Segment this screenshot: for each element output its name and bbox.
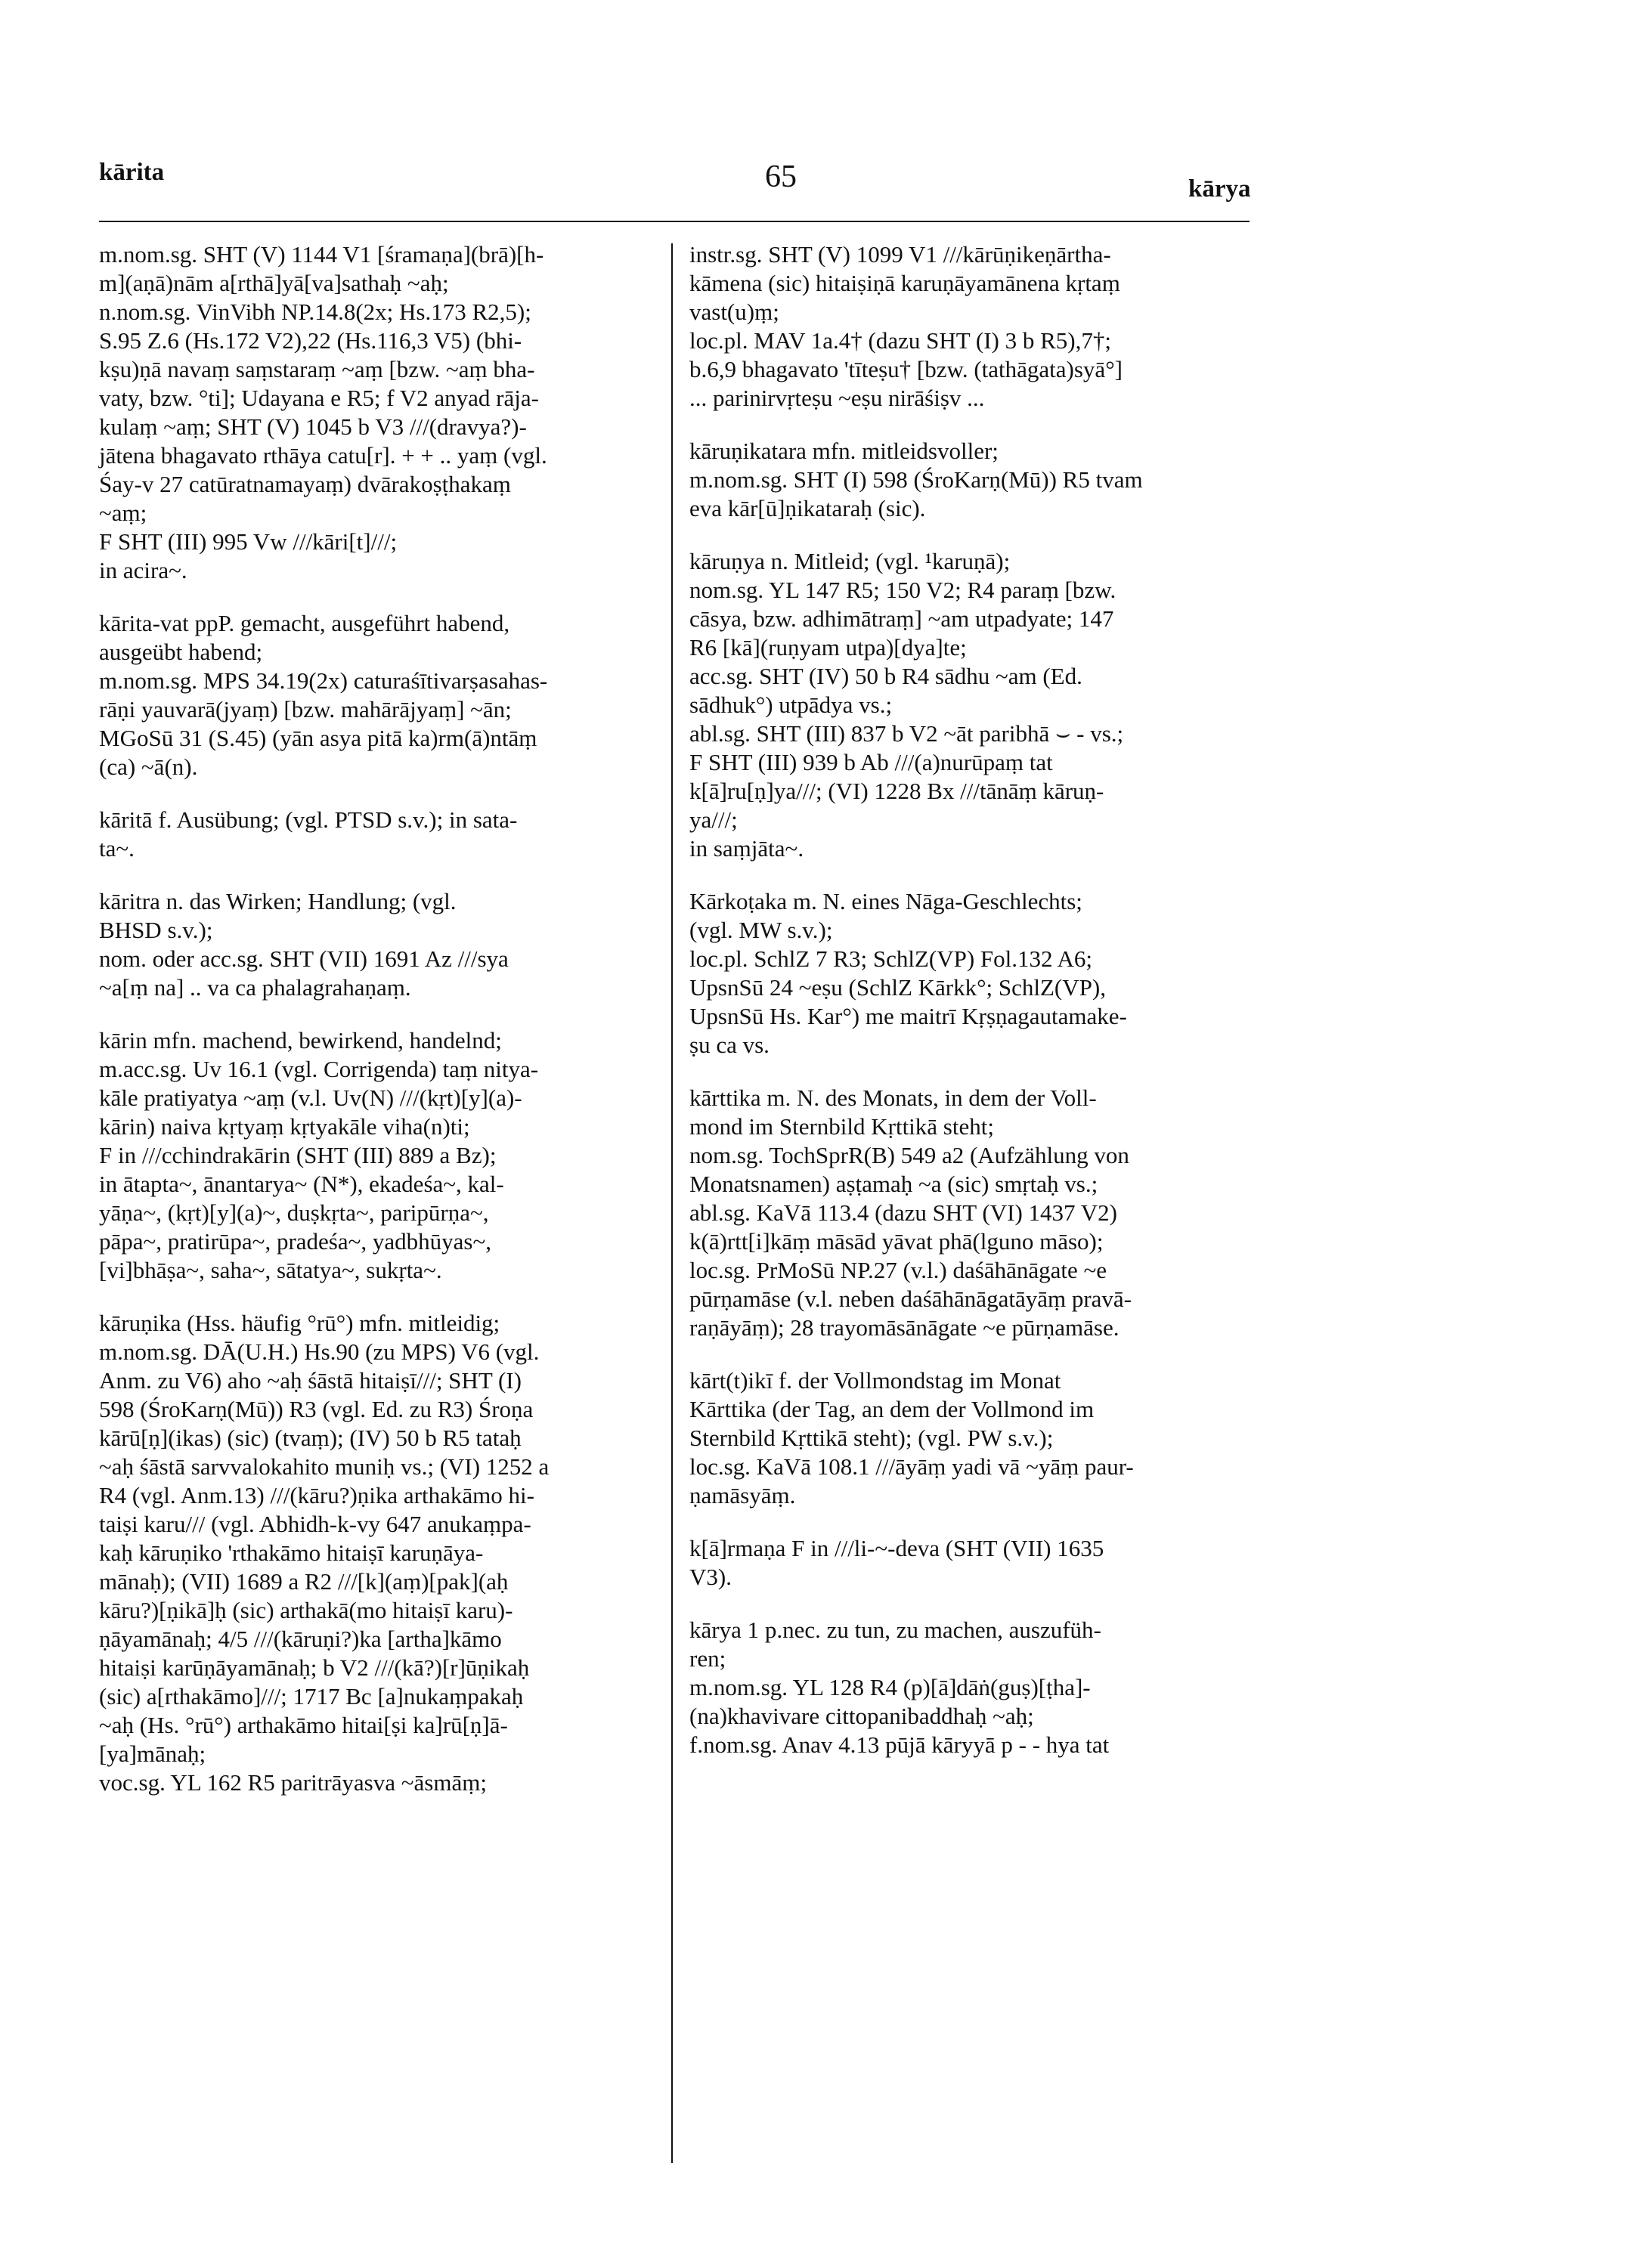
entry-line: nom. oder acc.sg. SHT (VII) 1691 Az ///sya bbox=[99, 945, 509, 972]
entry-line: ta~. bbox=[99, 835, 135, 862]
dictionary-entry bbox=[689, 1084, 1250, 1342]
entry-line: m.acc.sg. Uv 16.1 (vgl. Corrigenda) taṃ nitya- bbox=[99, 1056, 539, 1082]
entry-line: (ca) ~ā(n). bbox=[99, 753, 198, 780]
entry-line: kāru?)[ṇikā]ḥ (sic) arthakā(mo hitaiṣī karu)- bbox=[99, 1597, 513, 1623]
right-column bbox=[689, 240, 1250, 1784]
entry-line: kāritra n. das Wirken; Handlung; (vgl. bbox=[99, 888, 457, 914]
dictionary-entry bbox=[99, 609, 653, 781]
entry-line: taiṣi karu/// (vgl. Abhidh-k-vy 647 anukaṃpa- bbox=[99, 1511, 531, 1537]
entry-line: loc.pl. MAV 1a.4† (dazu SHT (I) 3 b R5),7†; bbox=[689, 327, 1111, 354]
column-divider bbox=[671, 243, 673, 2163]
entry-line: ausgeübt habend; bbox=[99, 639, 263, 665]
dictionary-entry bbox=[99, 887, 653, 1002]
entry-line: R6 [kā](ruṇyam utpa)[dya]te; bbox=[689, 634, 967, 661]
entry-line: (vgl. MW s.v.); bbox=[689, 917, 833, 943]
entry-line: (na)khavivare cittopanibaddhaḥ ~aḥ; bbox=[689, 1703, 1034, 1729]
entry-line: kaḥ kāruṇiko 'rthakāmo hitaiṣī karuṇāya- bbox=[99, 1539, 484, 1566]
entry-line: m.nom.sg. SHT (I) 598 (ŚroKarṇ(Mū)) R5 tvam bbox=[689, 466, 1143, 493]
entry-line: pāpa~, pratirūpa~, pradeśa~, yadbhūyas~, bbox=[99, 1228, 491, 1255]
entry-line: ~a[ṃ na] .. va ca phalagrahaṇaṃ. bbox=[99, 974, 411, 1001]
entry-line: Kārkoṭaka m. N. eines Nāga-Geschlechts; bbox=[689, 888, 1082, 914]
dictionary-entry bbox=[689, 1616, 1250, 1759]
entry-line: eva kār[ū]ṇikataraḥ (sic). bbox=[689, 495, 926, 521]
entry-line: sādhuk°) utpādya vs.; bbox=[689, 692, 893, 718]
entry-line: Sternbild Kṛttikā steht); (vgl. PW s.v.); bbox=[689, 1425, 1054, 1451]
entry-line: b.6,9 bhagavato 'tīteṣu† [bzw. (tathāgata)syā°] bbox=[689, 356, 1123, 382]
entry-line: Śay-v 27 catūratnamayaṃ) dvārakoṣṭhakaṃ bbox=[99, 471, 511, 497]
dictionary-entry bbox=[689, 240, 1250, 413]
entry-line: yāṇa~, (kṛt)[y](a)~, duṣkṛta~, paripūrṇa~, bbox=[99, 1199, 489, 1226]
entry-line: 598 (ŚroKarṇ(Mū)) R3 (vgl. Ed. zu R3) Śroṇa bbox=[99, 1396, 534, 1422]
entry-line: kāruṇya n. Mitleid; (vgl. ¹karuṇā); bbox=[689, 548, 1011, 574]
entry-line: in acira~. bbox=[99, 557, 187, 583]
entry-line: k[ā]rmaṇa F in ///li-~-deva (SHT (VII) 1635 bbox=[689, 1535, 1104, 1561]
header-rule bbox=[99, 221, 1250, 222]
entry-line: F SHT (III) 939 b Ab ///(a)nurūpaṃ tat bbox=[689, 749, 1053, 775]
entry-line: kārin mfn. machend, bewirkend, handelnd; bbox=[99, 1027, 502, 1054]
entry-line: kārū[ṇ](ikas) (sic) (tvaṃ); (IV) 50 b R5 tataḥ bbox=[99, 1425, 522, 1451]
running-header-right: kārya bbox=[1188, 175, 1251, 203]
entry-line: Kārttika (der Tag, an dem der Vollmond im bbox=[689, 1396, 1095, 1422]
entry-line: kārya 1 p.nec. zu tun, zu machen, auszufüh- bbox=[689, 1617, 1101, 1643]
entry-line: pūrṇamāse (v.l. neben daśāhānāgatāyāṃ pravā- bbox=[689, 1286, 1132, 1312]
dictionary-entry bbox=[99, 1309, 653, 1797]
entry-line: ṇāyamānaḥ; 4/5 ///(kāruṇi?)ka [artha]kāmo bbox=[99, 1626, 502, 1652]
dictionary-entry bbox=[99, 1026, 653, 1285]
entry-line: R4 (vgl. Anm.13) ///(kāru?)ṇika arthakāmo hi- bbox=[99, 1482, 534, 1508]
entry-line: Monatsnamen) aṣṭamaḥ ~a (sic) smṛtaḥ vs.; bbox=[689, 1171, 1098, 1197]
entry-line: voc.sg. YL 162 R5 paritrāyasva ~āsmāṃ; bbox=[99, 1769, 487, 1796]
entry-line: hitaiṣi karūṇāyamānaḥ; b V2 ///(kā?)[r]ūṇikaḥ bbox=[99, 1654, 530, 1681]
entry-line: F in ///cchindrakārin (SHT (III) 889 a Bz); bbox=[99, 1142, 497, 1168]
entry-line: loc.sg. KaVā 108.1 ///āyāṃ yadi vā ~yāṃ paur- bbox=[689, 1453, 1134, 1480]
entry-line: abl.sg. SHT (III) 837 b V2 ~āt paribhā ⌣ - vs.; bbox=[689, 720, 1124, 747]
entry-line: vaty, bzw. °ti]; Udayana e R5; f V2 anyad rāja- bbox=[99, 385, 539, 411]
entry-line: jātena bhagavato rthāya catu[r]. + + .. yaṃ (vgl. bbox=[99, 442, 547, 469]
entry-line: raṇāyāṃ); 28 trayomāsānāgate ~e pūrṇamāse. bbox=[689, 1314, 1120, 1341]
entry-line: kārttika m. N. des Monats, in dem der Voll- bbox=[689, 1084, 1097, 1111]
entry-line: ... parinirvṛteṣu ~eṣu nirāśiṣv ... bbox=[689, 385, 985, 411]
dictionary-entry bbox=[689, 547, 1250, 863]
entry-line: loc.pl. SchlZ 7 R3; SchlZ(VP) Fol.132 A6; bbox=[689, 945, 1093, 972]
entry-line: S.95 Z.6 (Hs.172 V2),22 (Hs.116,3 V5) (bhi- bbox=[99, 327, 522, 354]
page-number: 65 bbox=[765, 159, 797, 194]
entry-line: in saṃjāta~. bbox=[689, 835, 804, 862]
entry-line: kulaṃ ~aṃ; SHT (V) 1045 b V3 ///(dravya?)- bbox=[99, 413, 527, 440]
entry-line: UpsnSū 24 ~eṣu (SchlZ Kārkk°; SchlZ(VP), bbox=[689, 974, 1106, 1001]
entry-line: instr.sg. SHT (V) 1099 V1 ///kārūṇikeṇārtha- bbox=[689, 241, 1111, 268]
entry-line: kāle pratiyatya ~aṃ (v.l. Uv(N) ///(kṛt)[y](a)- bbox=[99, 1084, 522, 1111]
entry-line: UpsnSū Hs. Kar°) me maitrī Kṛṣṇagautamake- bbox=[689, 1003, 1127, 1029]
dictionary-entry bbox=[689, 437, 1250, 523]
entry-line: BHSD s.v.); bbox=[99, 917, 213, 943]
entry-line: F SHT (III) 995 Vw ///kāri[t]///; bbox=[99, 528, 398, 555]
entry-line: kṣu)ṇā navaṃ saṃstaraṃ ~aṃ [bzw. ~aṃ bha- bbox=[99, 356, 535, 382]
entry-line: rāṇi yauvarā(jyaṃ) [bzw. mahārājyaṃ] ~ān; bbox=[99, 696, 512, 722]
dictionary-entry bbox=[689, 887, 1250, 1060]
entry-line: ~aḥ śāstā sarvvalokahito muniḥ vs.; (VI) 1252 a bbox=[99, 1453, 550, 1480]
entry-line: nom.sg. YL 147 R5; 150 V2; R4 paraṃ [bzw. bbox=[689, 577, 1116, 603]
entry-line: kārin) naiva kṛtyaṃ kṛtyakāle viha(n)ti; bbox=[99, 1113, 470, 1140]
entry-line: loc.sg. PrMoSū NP.27 (v.l.) daśāhānāgate ~e bbox=[689, 1257, 1107, 1283]
entry-line: kārita-vat ppP. gemacht, ausgeführt habend, bbox=[99, 610, 510, 636]
entry-line: nom.sg. TochSprR(B) 549 a2 (Aufzählung von bbox=[689, 1142, 1129, 1168]
dictionary-entry bbox=[99, 240, 653, 585]
entry-line: k(ā)rtt[i]kāṃ māsād yāvat phā(lguno māso); bbox=[689, 1228, 1104, 1255]
entry-line: k[ā]ru[ṇ]ya///; (VI) 1228 Bx ///tānāṃ kāruṇ- bbox=[689, 778, 1104, 804]
entry-line: [vi]bhāṣa~, saha~, sātatya~, sukṛta~. bbox=[99, 1257, 442, 1283]
entry-line: in ātapta~, ānantarya~ (N*), ekadeśa~, kal- bbox=[99, 1171, 504, 1197]
entry-line: m](aṇā)nām a[rthā]yā[va]sathaḥ ~aḥ; bbox=[99, 270, 449, 296]
entry-line: (sic) a[rthakāmo]///; 1717 Bc [a]nukaṃpakaḥ bbox=[99, 1683, 524, 1710]
entry-line: vast(u)ṃ; bbox=[689, 299, 779, 325]
entry-line: mond im Sternbild Kṛttikā steht; bbox=[689, 1113, 994, 1140]
entry-line: n.nom.sg. VinVibh NP.14.8(2x; Hs.173 R2,5); bbox=[99, 299, 531, 325]
left-column bbox=[99, 240, 653, 1821]
dictionary-entry bbox=[689, 1366, 1250, 1510]
entry-line: ṇamāsyāṃ. bbox=[689, 1482, 796, 1508]
entry-line: m.nom.sg. MPS 34.19(2x) caturaśītivarṣasahas- bbox=[99, 667, 548, 694]
entry-line: acc.sg. SHT (IV) 50 b R4 sādhu ~am (Ed. bbox=[689, 663, 1082, 689]
entry-line: kārt(t)ikī f. der Vollmondstag im Monat bbox=[689, 1367, 1061, 1394]
entry-line: mānaḥ); (VII) 1689 a R2 ///[k](aṃ)[pak](aḥ bbox=[99, 1568, 509, 1595]
entry-line: abl.sg. KaVā 113.4 (dazu SHT (VI) 1437 V2) bbox=[689, 1199, 1117, 1226]
entry-line: kāmena (sic) hitaiṣiṇā karuṇāyamānena kṛtaṃ bbox=[689, 270, 1120, 296]
entry-line: kāruṇikatara mfn. mitleidsvoller; bbox=[689, 438, 999, 464]
entry-line: kāritā f. Ausübung; (vgl. PTSD s.v.); in sata- bbox=[99, 806, 518, 833]
entry-line: m.nom.sg. DĀ(U.H.) Hs.90 (zu MPS) V6 (vgl. bbox=[99, 1338, 540, 1365]
running-header-left: kārita bbox=[99, 159, 165, 186]
entry-line: MGoSū 31 (S.45) (yān asya pitā ka)rm(ā)ntāṃ bbox=[99, 725, 537, 751]
entry-line: kāruṇika (Hss. häufig °rū°) mfn. mitleidig; bbox=[99, 1310, 500, 1336]
entry-line: [ya]mānaḥ; bbox=[99, 1740, 206, 1767]
entry-line: ~aṃ; bbox=[99, 500, 147, 526]
dictionary-entry bbox=[99, 806, 653, 863]
entry-line: Anm. zu V6) aho ~aḥ śāstā hitaiṣī///; SHT (I) bbox=[99, 1367, 522, 1394]
entry-line: m.nom.sg. SHT (V) 1144 V1 [śramaṇa](brā)[h- bbox=[99, 241, 544, 268]
entry-line: m.nom.sg. YL 128 R4 (p)[ā]dāṅ(guṣ)[ṭha]- bbox=[689, 1674, 1091, 1700]
dictionary-entry bbox=[689, 1534, 1250, 1592]
entry-line: cāsya, bzw. adhimātraṃ] ~am utpadyate; 147 bbox=[689, 605, 1114, 632]
entry-line: ya///; bbox=[689, 806, 738, 833]
entry-line: ṣu ca vs. bbox=[689, 1032, 770, 1058]
entry-line: ren; bbox=[689, 1645, 726, 1672]
entry-line: ~aḥ (Hs. °rū°) arthakāmo hitai[ṣi ka]rū[ṇ]ā- bbox=[99, 1712, 508, 1738]
entry-line: V3). bbox=[689, 1564, 732, 1590]
entry-line: f.nom.sg. Anav 4.13 pūjā kāryyā p - - hya tat bbox=[689, 1731, 1110, 1758]
